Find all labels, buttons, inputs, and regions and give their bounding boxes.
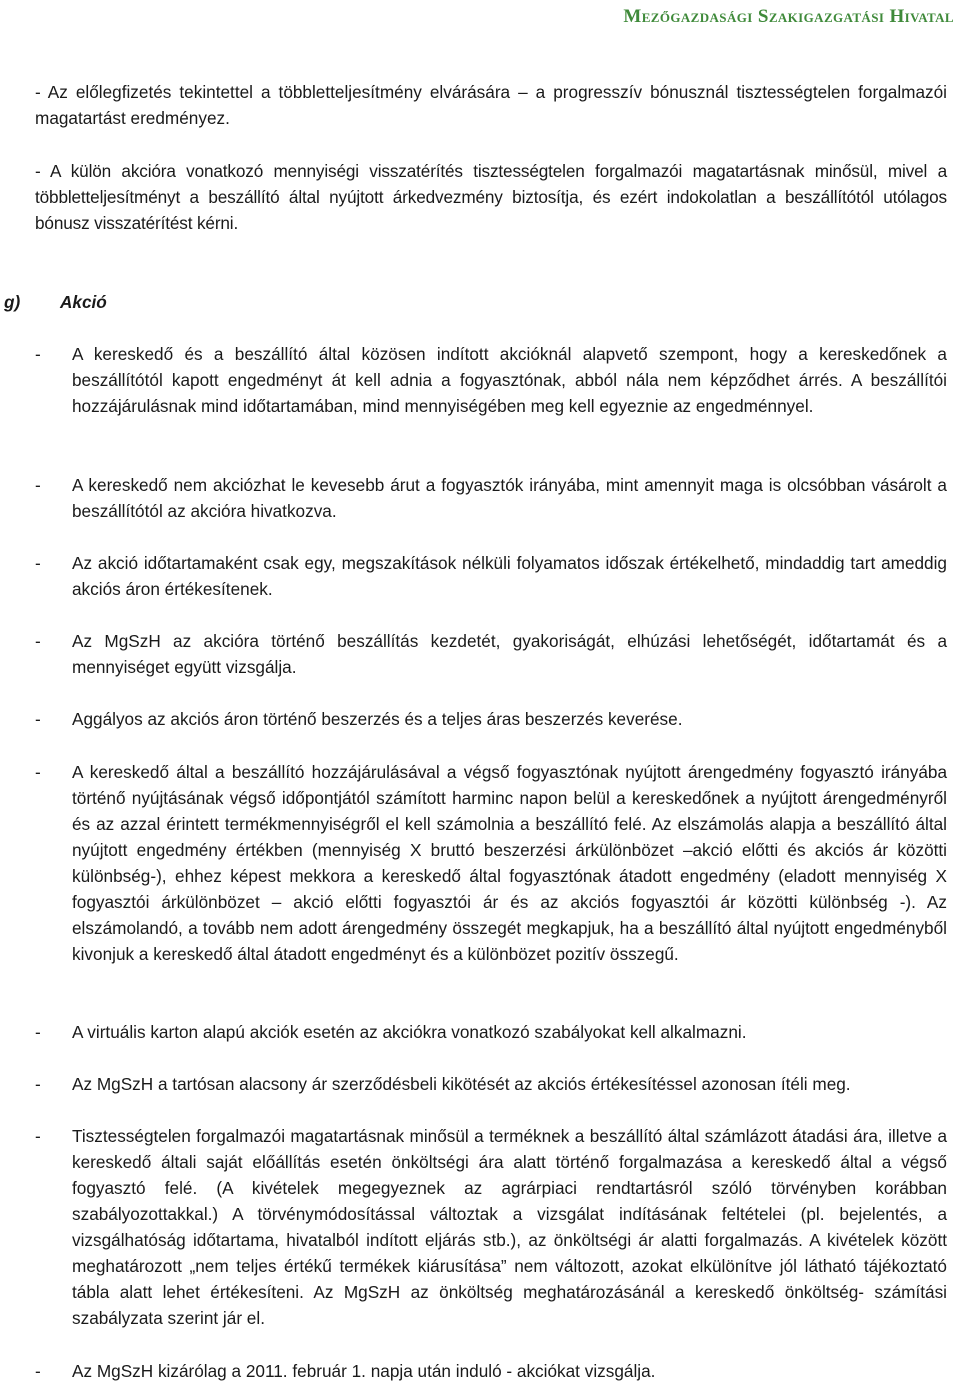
list-item-text: A virtuális karton alapú akciók esetén az akciókra vonatkozó szabályokat kell alkalmazni. [72,1022,747,1042]
list-item [35,341,947,419]
list-item-text: A kereskedő nem akciózhat le kevesebb árut a fogyasztók irányába, mint amennyit maga is olcsóbban vásárolt a beszállítótól az akcióra hivatkozva. [72,475,947,521]
dash-bullet: - [35,709,41,729]
list-item-text: Az akció időtartamaként csak egy, megszakítások nélküli folyamatos időszak értékelhető, mindaddig tart ameddig akciós áron értékesítenek. [72,553,947,599]
list-item [35,1358,947,1384]
list-item [35,628,947,680]
list-item [35,706,947,732]
list-item-text: Az MgSzH az akcióra történő beszállítás kezdetét, gyakoriságát, elhúzási lehetőségét, időtartamát és a mennyiséget együtt vizsgálja. [72,631,947,677]
list-item-text: Aggályos az akciós áron történő beszerzés és a teljes áras beszerzés keverése. [72,709,683,729]
list-item [35,550,947,602]
dash-bullet: - [35,762,41,782]
list-item-text: Az MgSzH a tartósan alacsony ár szerződésbeli kikötését az akciós értékesítéssel azonosan ítéli meg. [72,1074,851,1094]
dash-bullet: - [35,344,41,364]
list-item-text: A kereskedő és a beszállító által közösen indított akcióknál alapvető szempont, hogy a kereskedőnek a beszállítótól kapott engedményt át kell adnia a fogyasztónak, abból nála nem képződhet árrés. A beszállítói hozzájárulásnak mind időtartamában, mind mennyiségében meg kell egyeznie az engedménnyel. [72,344,947,416]
list-item [35,1071,947,1097]
dash-bullet: - [35,1126,41,1146]
agency-header: Mezőgazdasági Szakigazgatási Hivatal [623,6,954,27]
intro-paragraph-volume-rebate: - A külön akcióra vonatkozó mennyiségi visszatérítés tisztességtelen forgalmazói magatartásnak minősül, mivel a többletteljesítményt a beszállító által nyújtott árkedvezmény biztosítja, és ezért indokolatlan a beszállítótól utólagos bónusz visszatérítést kérni. [35,161,947,233]
list-item-text: Az MgSzH kizárólag a 2011. február 1. napja után induló - akciókat vizsgálja. [72,1361,656,1381]
dash-bullet: - [35,553,41,573]
list-item [35,472,947,524]
intro-paragraph-advance-payment: - Az előlegfizetés tekintettel a többletteljesítmény elvárására – a progresszív bónusznál tisztességtelen forgalmazói magatartást eredményez. [35,82,947,128]
list-item [35,1123,947,1331]
dash-bullet: - [35,475,41,495]
list-item-text: A kereskedő által a beszállító hozzájárulásával a végső fogyasztónak nyújtott árengedmény fogyasztó irányába történő nyújtásának végső időpontjától számított harminc napon belül a kereskedőnek a nyújtott árengedményről és az azzal érintett termékmennyiségről el kell számolnia a beszállító felé. Az elszámolás alapja a beszállító által nyújtott engedmény értékben (mennyiség X bruttó beszerzési árkülönbözet –akció előtti és akciós ár közötti különbség-), ehhez képest mekkora a kereskedő által fogyasztónak átadott engedmény (eladott mennyiség X fogyasztói árkülönbözet – akció előtti fogyasztói ár és az akciós fogyasztói ár közötti különbség -). Az elszámolandó, a tovább nem adott árengedmény összegét megkapjuk, ha a beszállító által nyújtott engedményből kivonjuk a kereskedő által átadott engedményt és a különbözet pozitív összegű. [72,762,947,964]
dash-bullet: - [35,1074,41,1094]
list-item [35,1019,947,1045]
list-item [35,759,947,967]
dash-bullet: - [35,1022,41,1042]
dash-bullet: - [35,631,41,651]
list-item-text: Tisztességtelen forgalmazói magatartásnak minősül a terméknek a beszállító által számlázott átadási ára, illetve a kereskedő általi saját előállítás esetén önköltségi ára alatt történő forgalmazása a kereskedő által a végső fogyasztó felé. (A kivételek megegyeznek az agrárpiaci rendtartásról szóló törvényben korábban szabályozottakkal.) A törvénymódosítással változtak a vizsgálat indításának feltételei (pl. bejelentés, a vizsgálhatóság időtartama, hivatalból indított eljárás stb.), az önköltségi ár alatti forgalmazás. A kivételek között meghatározott „nem teljes értékű termékek kiárusítása” nem változott, azokat elkülönítve jól látható tájékoztató tábla alatt lehet értékesíteni. Az MgSzH az önköltség meghatározásánál a kereskedő önköltség- számítási szabályzata szerint jár el. [72,1126,947,1328]
dash-bullet: - [35,1361,41,1381]
section-label: g) [4,292,21,312]
section-title: Akció [60,292,107,312]
